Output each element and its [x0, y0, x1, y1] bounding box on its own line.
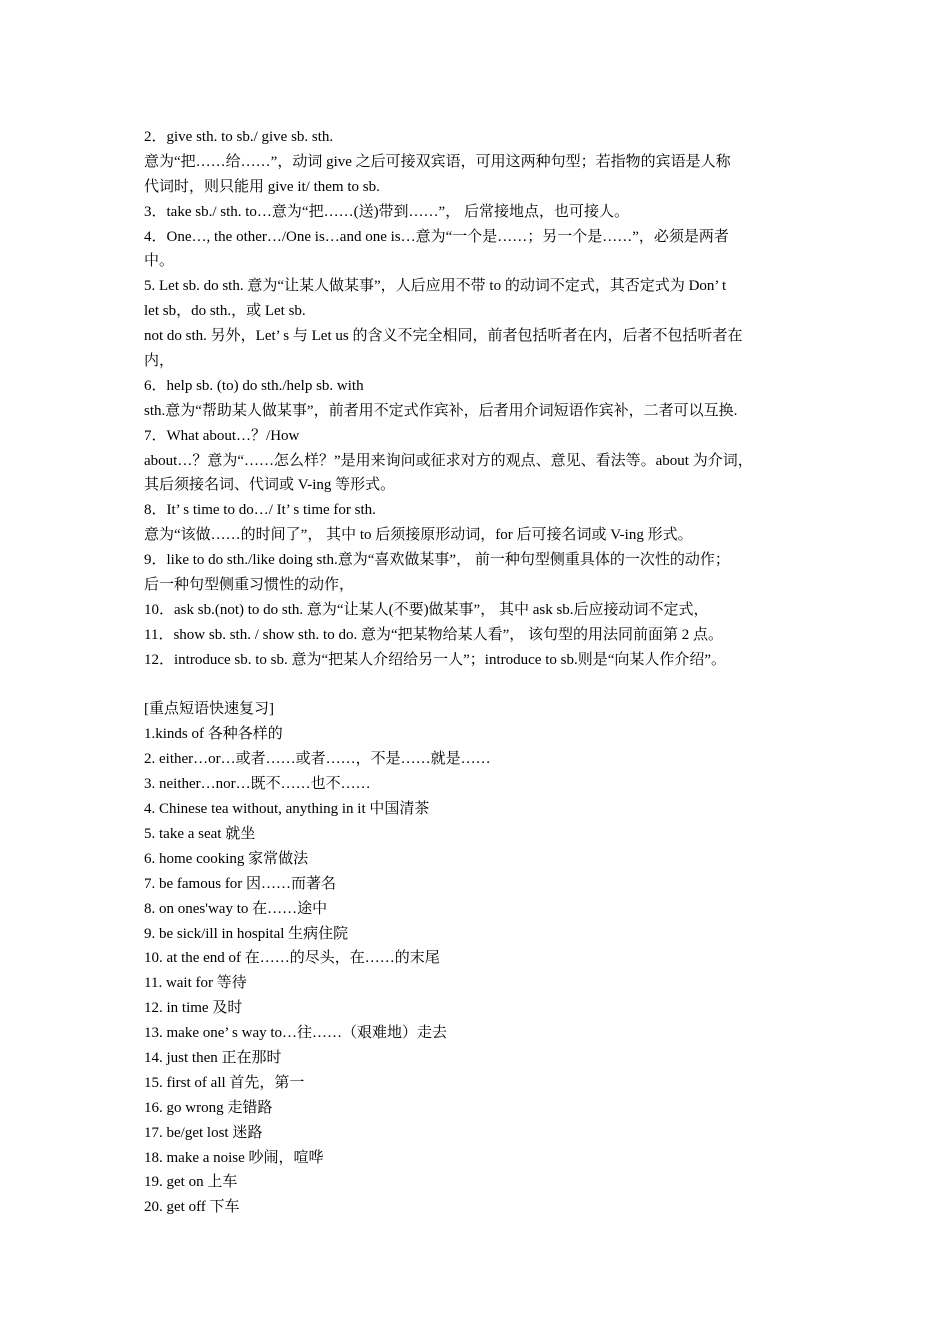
text-line: 8．It’ s time to do…/ It’ s time for sth. — [144, 502, 376, 519]
text-line: 11．show sb. sth. / show sth. to do. 意为“把某物给某人看”， 该句型的用法同前面第 2 点。 — [144, 626, 724, 643]
text-line: 后一种句型侧重习惯性的动作， — [144, 577, 355, 594]
phrase-item: 12. in time 及时 — [144, 1000, 243, 1017]
phrase-item: 15. first of all 首先，第一 — [144, 1074, 305, 1091]
text-line: 中。 — [144, 253, 175, 270]
text-line: sth.意为“帮助某人做某事”，前者用不定式作宾补，后者用介词短语作宾补，二者可以互换. — [144, 402, 738, 419]
text-line: not do sth. 另外，Let’ s 与 Let us 的含义不完全相同，前者包括听者在内，后者不包括听者在 — [144, 328, 743, 345]
phrase-item: 14. just then 正在那时 — [144, 1049, 282, 1066]
phrase-item: 19. get on 上车 — [144, 1174, 238, 1191]
text-line: let sb，do sth.，或 Let sb. — [144, 303, 306, 320]
phrase-item: 13. make one’ s way to…往……（艰难地）走去 — [144, 1025, 448, 1042]
phrase-item: 17. be/get lost 迷路 — [144, 1124, 263, 1141]
text-line: 3．take sb./ sth. to…意为“把……(送)带到……”， 后常接地点，也可接人。 — [144, 203, 629, 220]
text-line: 7．What about…？/How — [144, 427, 300, 444]
text-line: 其后须接名词、代词或 V-ing 等形式。 — [144, 477, 396, 494]
paragraph-spacer — [144, 673, 820, 698]
sentence-patterns-section — [144, 125, 820, 673]
phrase-item: 20. get off 下车 — [144, 1199, 240, 1216]
phrase-item: 10. at the end of 在……的尽头，在……的末尾 — [144, 950, 440, 967]
text-line: 6．help sb. (to) do sth./help sb. with — [144, 377, 364, 394]
phrase-item: 8. on ones'way to 在……途中 — [144, 900, 328, 917]
phrase-item: 9. be sick/ill in hospital 生病住院 — [144, 925, 349, 942]
phrase-item: 11. wait for 等待 — [144, 975, 247, 992]
text-line: 代词时，则只能用 give it/ them to sb. — [144, 178, 380, 195]
phrase-item: 2. either…or…或者……或者……，不是……就是…… — [144, 751, 491, 768]
phrase-item: 16. go wrong 走错路 — [144, 1099, 273, 1116]
phrase-item: 18. make a noise 吵闹，喧哗 — [144, 1149, 324, 1166]
text-line: 意为“该做……的时间了”， 其中 to 后须接原形动词，for 后可接名词或 V-ing 形式。 — [144, 527, 693, 544]
phrases-section — [144, 697, 820, 1220]
text-line: 5. Let sb. do sth. 意为“让某人做某事”，人后应用不带 to 的动词不定式，其否定式为 Don’ t — [144, 278, 727, 295]
text-line: 意为“把……给……”，动词 give 之后可接双宾语，可用这两种句型；若指物的宾语是人称 — [144, 153, 731, 170]
text-line: 9．like to do sth./like doing sth.意为“喜欢做某事”， 前一种句型侧重具体的一次性的动作； — [144, 552, 730, 569]
phrase-item: 7. be famous for 因……而著名 — [144, 875, 337, 892]
document-body — [144, 125, 820, 1220]
text-line: 4．One…, the other…/One is…and one is…意为“一个是……；另一个是……”，必须是两者 — [144, 228, 729, 245]
text-line: 12．introduce sb. to sb. 意为“把某人介绍给另一人”；introduce to sb.则是“向某人作介绍”。 — [144, 651, 727, 668]
phrase-item: 4. Chinese tea without, anything in it 中国清茶 — [144, 801, 430, 818]
text-line: 2．give sth. to sb./ give sb. sth. — [144, 129, 334, 145]
phrase-item: 5. take a seat 就坐 — [144, 825, 256, 842]
section-heading: [重点短语快速复习] — [144, 701, 274, 718]
phrase-item: 1.kinds of 各种各样的 — [144, 726, 283, 743]
phrase-item: 6. home cooking 家常做法 — [144, 850, 309, 867]
text-line: 10．ask sb.(not) to do sth. 意为“让某人(不要)做某事”， 其中 ask sb.后应接动词不定式， — [144, 601, 709, 618]
phrase-item: 3. neither…nor…既不……也不…… — [144, 776, 371, 793]
text-line: about…？意为“……怎么样？”是用来询问或征求对方的观点、意见、看法等。about 为介词， — [144, 452, 753, 469]
text-line: 内， — [144, 353, 175, 370]
